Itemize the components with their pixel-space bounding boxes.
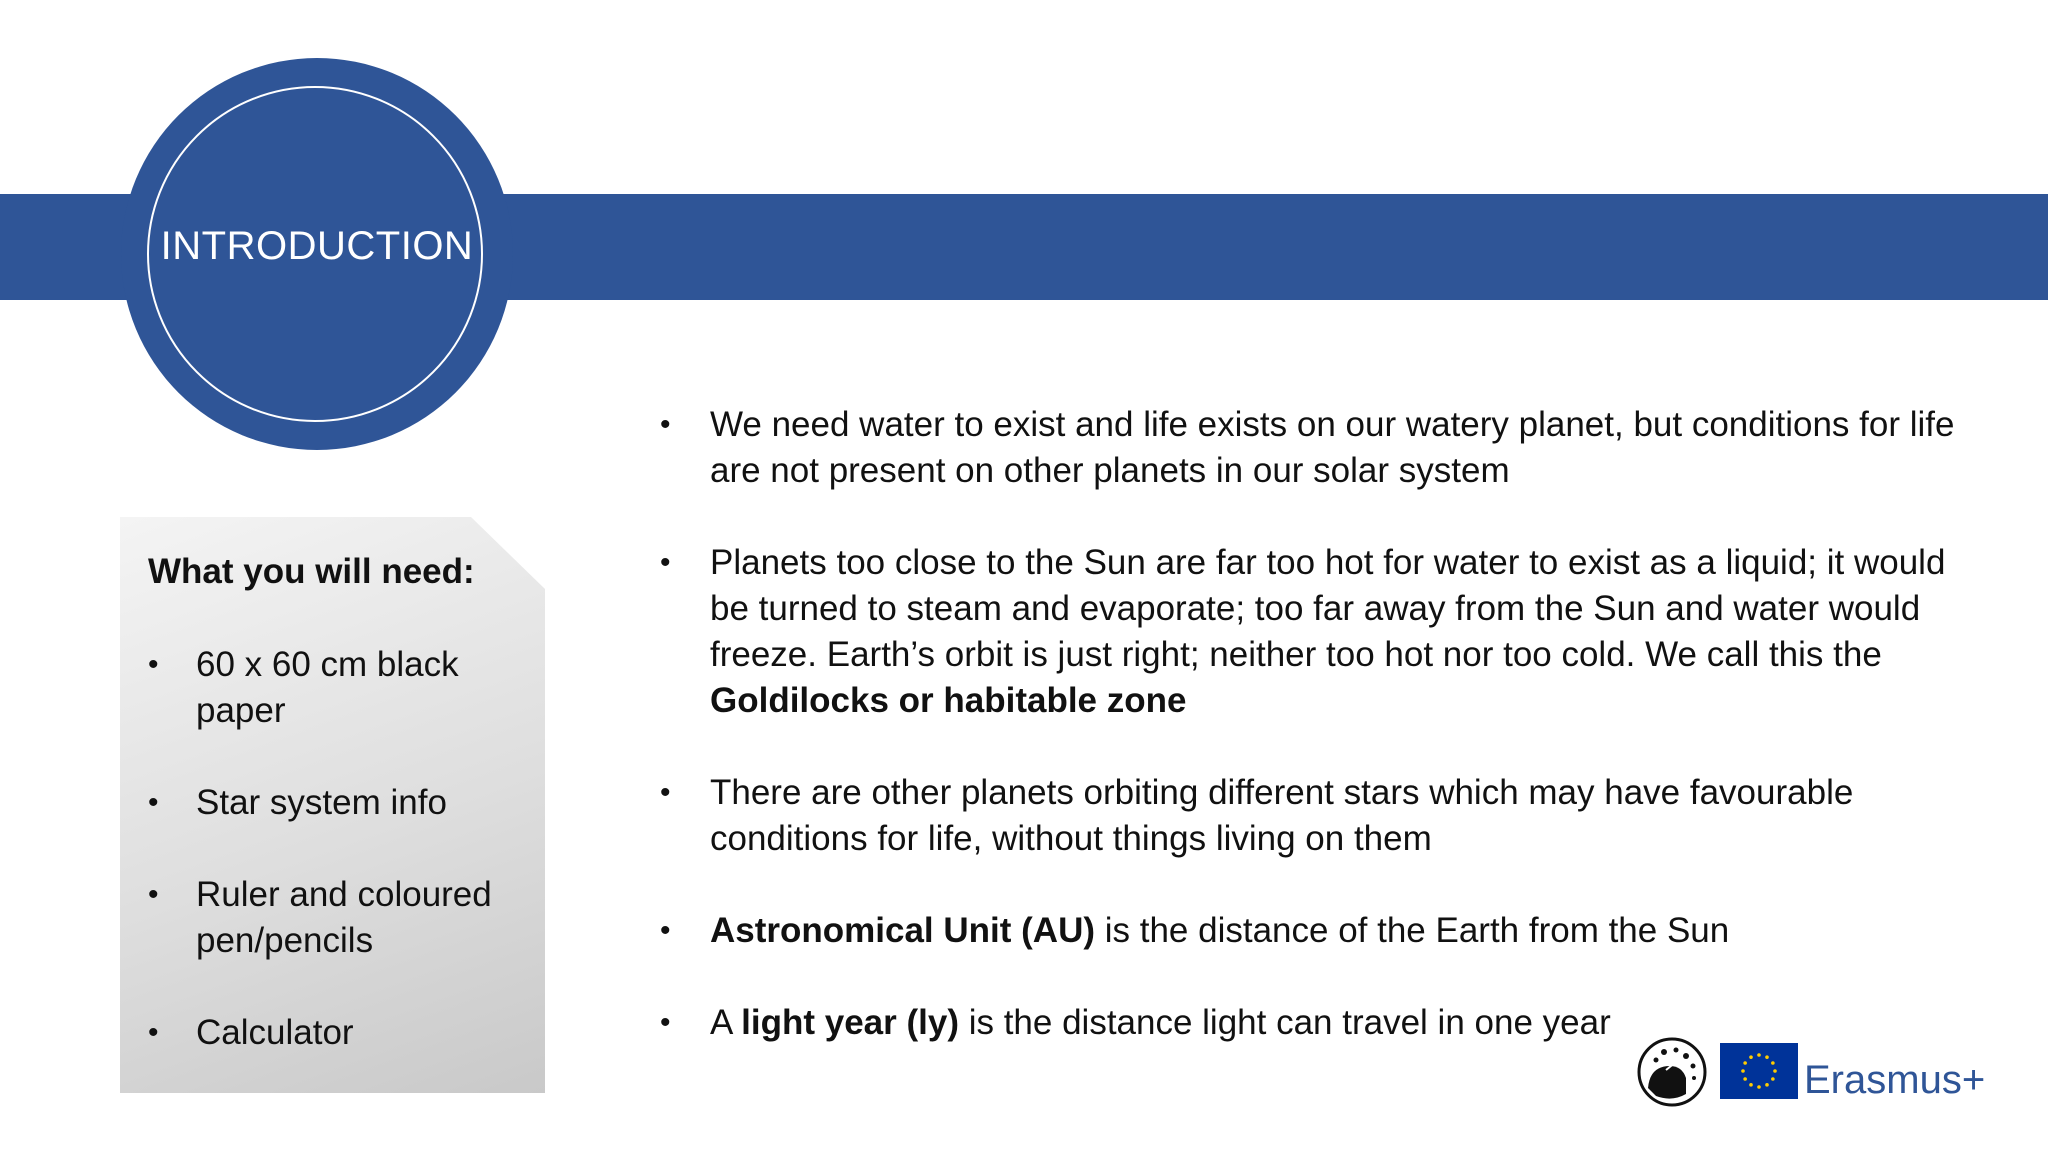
bullet-water-life: • We need water to exist and life exists on our watery planet, but conditions for life are not present on other planets in our solar system [660,405,1955,490]
eu-star [1771,1077,1775,1081]
materials-title: What you will need: [148,552,475,591]
eu-star [1773,1069,1777,1073]
eu-star [1757,1085,1761,1089]
school-logo-icon [1636,1036,1708,1108]
erasmus-logo-text: Erasmus+ [1804,1058,1986,1102]
intro-bullet-list [660,402,1990,1092]
eu-star [1757,1053,1761,1057]
eu-star [1771,1061,1775,1065]
list-item: • Ruler and coloured pen/pencils [148,875,492,960]
bullet-goldilocks: • Planets too close to the Sun are far too hot for water to exist as a liquid; it would be turned to steam and evaporate; too far away from the Sun and water would freeze. Earth’s orbit is just right; neither too hot nor too cold. We call this the Goldilocks or habitable zone [660,543,1946,720]
materials-list [148,642,528,1102]
eu-flag-icon [1720,1043,1798,1099]
list-item: • Star system info [148,783,447,822]
list-item: • 60 x 60 cm black paper [148,645,459,730]
bullet-light-year: • A light year (ly) is the distance light can travel in one year [660,1003,1611,1042]
eu-star [1741,1069,1745,1073]
page-title: INTRODUCTION [160,224,474,268]
list-item: • Calculator [148,1013,354,1052]
eu-star [1749,1055,1753,1059]
eu-star [1765,1055,1769,1059]
eu-star [1743,1077,1747,1081]
eu-star [1765,1083,1769,1087]
eu-star [1743,1061,1747,1065]
bullet-other-planets: • There are other planets orbiting different stars which may have favourable conditions for life, without things living on them [660,773,1854,858]
eu-star [1749,1083,1753,1087]
bullet-astronomical-unit: • Astronomical Unit (AU) is the distance of the Earth from the Sun [660,911,1730,950]
